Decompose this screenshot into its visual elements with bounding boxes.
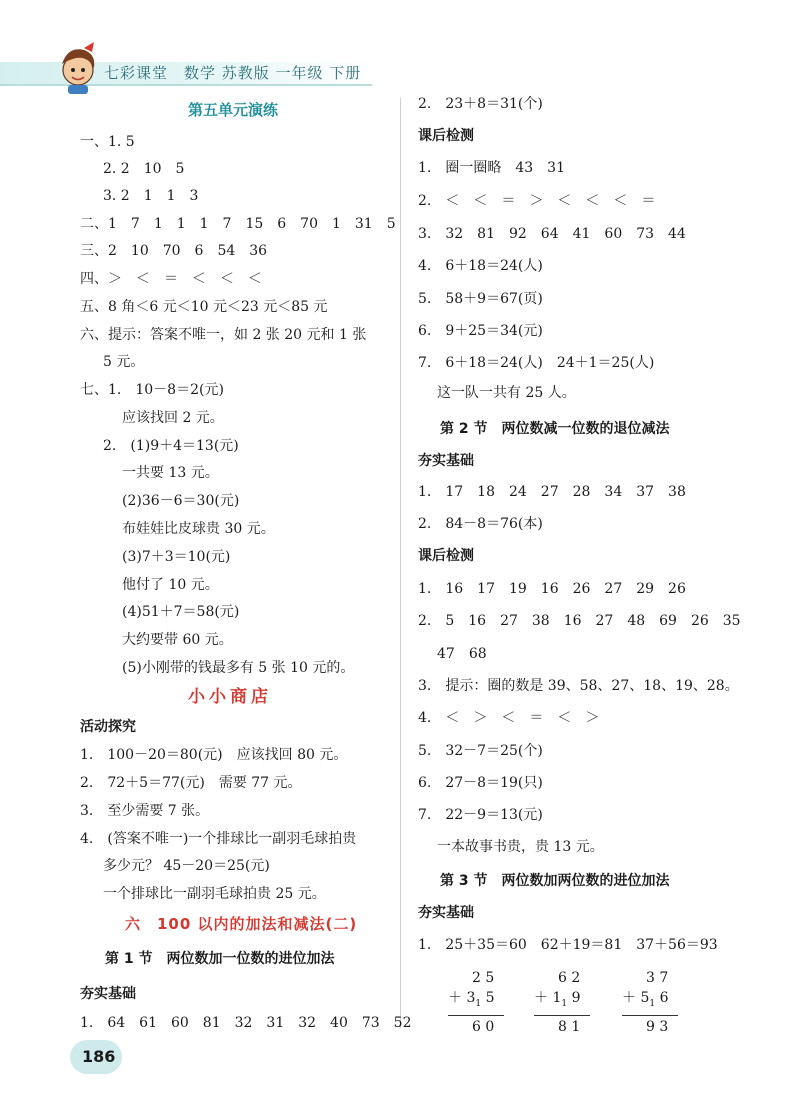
vcalc-top: 2 5 <box>472 970 495 986</box>
activity-line: 1. 100－20＝80(元) 应该找回 80 元。 <box>80 747 348 763</box>
vcalc-op: ＋ <box>448 990 462 1006</box>
activity-heading: 活动探究 <box>80 719 136 735</box>
answer-line: 7. 22－9＝13(元) <box>418 807 543 823</box>
answer-line: 47 68 <box>437 646 487 662</box>
header-title: 七彩课堂 数学 苏教版 一年级 下册 <box>104 64 362 82</box>
answer-line: 2. (1)9＋4＝13(元) <box>103 438 239 454</box>
activity-line: 一个排球比一副羽毛球拍贵 25 元。 <box>103 886 326 902</box>
answer-line: 4. ＜ ＞ ＜ ＝ ＜ ＞ <box>418 710 600 726</box>
vcalc-digit: 9 <box>571 990 581 1006</box>
chapter-title: 六 100 以内的加法和减法(二) <box>125 915 358 933</box>
activity-line: 多少元？ 45－20＝25(元) <box>103 858 270 874</box>
answer-line: 5 元。 <box>103 354 145 370</box>
activity-line: 3. 至少需要 7 张。 <box>80 803 210 819</box>
vcalc-digit: 5 <box>485 990 495 1006</box>
basics-heading: 夯实基础 <box>418 905 474 921</box>
answer-line: 6. 27－8＝19(只) <box>418 775 543 791</box>
section-title: 第 3 节 两位数加两位数的进位加法 <box>440 873 670 889</box>
answer-line: 1. 17 18 24 27 28 34 37 38 <box>418 484 686 500</box>
answer-line: 应该找回 2 元。 <box>122 410 224 426</box>
answer-line: 一、1. 5 <box>80 134 135 150</box>
basics-heading: 夯实基础 <box>80 986 136 1002</box>
answer-line: 5. 58＋9＝67(页) <box>418 291 543 307</box>
answer-line: 3. 提示：圈的数是 39、58、27、18、19、28。 <box>418 678 739 694</box>
vcalc-rule <box>448 1015 504 1016</box>
answer-line: 2. 2 10 5 <box>103 161 185 177</box>
answer-line: 这一队一共有 25 人。 <box>437 385 576 401</box>
answer-line: 3. 2 1 1 3 <box>103 188 199 204</box>
section-title: 第 2 节 两位数减一位数的退位减法 <box>440 421 670 437</box>
answer-line: (3)7＋3＝10(元) <box>122 549 231 565</box>
answer-line: 1. 16 17 19 16 26 27 29 26 <box>418 581 686 597</box>
vcalc-top: 6 2 <box>558 970 581 986</box>
after-check-heading: 课后检测 <box>418 128 474 144</box>
answer-line: (5)小刚带的钱最多有 5 张 10 元的。 <box>122 660 355 676</box>
vcalc-result: 8 1 <box>558 1018 581 1035</box>
vcalc-second <box>534 988 590 1014</box>
answer-line: 六、提示：答案不唯一，如 2 张 20 元和 1 张 <box>80 327 367 343</box>
vcalc-digit: 6 <box>659 990 669 1006</box>
answer-line: 2. ＜ ＜ ＝ ＞ ＜ ＜ ＜ ＝ <box>418 193 656 209</box>
answer-line: 4. 6＋18＝24(人) <box>418 258 543 274</box>
answer-line: 四、＞ ＜ ＝ ＜ ＜ ＜ <box>80 271 262 287</box>
vcalc-carry: 1 <box>475 998 482 1009</box>
vcalc-rule <box>534 1015 590 1016</box>
answer-line: 他付了 10 元。 <box>122 577 219 593</box>
vcalc-digit: 1 <box>552 990 562 1006</box>
mascot-icon <box>54 42 100 94</box>
answer-line: 6. 9＋25＝34(元) <box>418 323 543 339</box>
answer-line: 一本故事书贵，贵 13 元。 <box>437 839 604 855</box>
answer-line: 2. 84－8＝76(本) <box>418 516 543 532</box>
answer-line: 1. 64 61 60 81 32 31 32 40 73 52 <box>80 1015 412 1031</box>
vcalc-top: 3 7 <box>646 970 669 986</box>
activity-line: 2. 72＋5＝77(元) 需要 77 元。 <box>80 775 302 791</box>
answer-line: 布娃娃比皮球贵 30 元。 <box>122 521 275 537</box>
answer-line: 2. 5 16 27 38 16 27 48 69 26 35 <box>418 613 741 629</box>
vcalc-second <box>448 988 504 1014</box>
vcalc-result: 6 0 <box>472 1018 495 1035</box>
shop-title: 小小商店 <box>188 687 272 707</box>
answer-line: 三、2 10 70 6 54 36 <box>80 243 268 259</box>
vcalc-digit: 3 <box>466 990 476 1006</box>
answer-line: 1. 25＋35＝60 62＋19＝81 37＋56＝93 <box>418 937 718 953</box>
answer-line: 大约要带 60 元。 <box>122 632 233 648</box>
vcalc-op: ＋ <box>534 990 548 1006</box>
after-check-heading: 课后检测 <box>418 548 474 564</box>
answer-line: 3. 32 81 92 64 41 60 73 44 <box>418 226 686 242</box>
answer-line: (4)51＋7＝58(元) <box>122 604 240 620</box>
answer-line: 2. 23＋8＝31(个) <box>418 96 543 112</box>
answer-line: 5. 32－7＝25(个) <box>418 743 543 759</box>
answer-line: 7. 6＋18＝24(人) 24＋1＝25(人) <box>418 355 655 371</box>
activity-line: 4. (答案不唯一)一个排球比一副羽毛球拍贵 <box>80 831 357 847</box>
answer-line: 七、1. 10－8＝2(元) <box>80 382 224 398</box>
answer-line: 五、8 角＜6 元＜10 元＜23 元＜85 元 <box>80 299 328 315</box>
answer-line: 二、1 7 1 1 1 7 15 6 70 1 31 5 <box>80 216 396 232</box>
page-number: 186 <box>82 1047 116 1066</box>
vertical-calculation <box>622 968 678 1037</box>
column-divider <box>400 98 401 1028</box>
vcalc-carry: 1 <box>561 998 568 1009</box>
basics-heading: 夯实基础 <box>418 453 474 469</box>
vcalc-result: 9 3 <box>646 1018 669 1035</box>
vcalc-carry: 1 <box>649 998 656 1009</box>
vertical-calculation <box>534 968 590 1037</box>
vcalc-digit: 5 <box>640 990 650 1006</box>
vcalc-op: ＋ <box>622 990 636 1006</box>
answer-line: 1. 圈一圈略 43 31 <box>418 160 565 176</box>
answer-line: (2)36－6＝30(元) <box>122 493 240 509</box>
unit-title: 第五单元演练 <box>188 101 279 119</box>
vertical-calculation <box>448 968 504 1037</box>
answer-line: 一共要 13 元。 <box>122 465 219 481</box>
vcalc-second <box>622 988 678 1014</box>
vcalc-rule <box>622 1015 678 1016</box>
section-title: 第 1 节 两位数加一位数的进位加法 <box>105 951 335 967</box>
